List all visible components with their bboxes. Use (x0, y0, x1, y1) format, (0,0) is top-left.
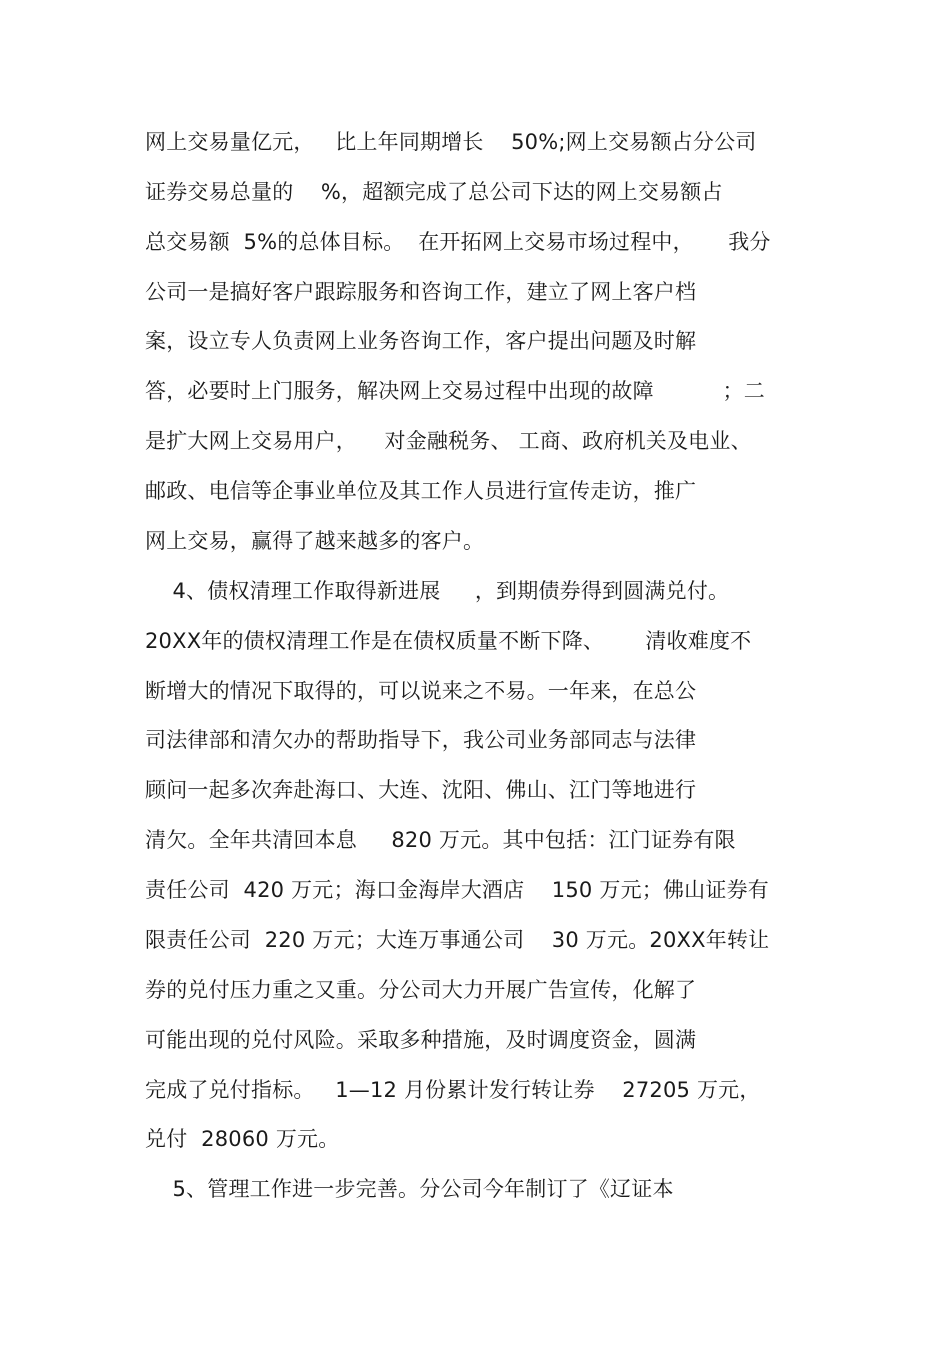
text-line: 完成了兑付指标。 1—12 月份累计发行转让券 27205 万元， (145, 1078, 761, 1102)
text-line: 邮政、电信等企事业单位及其工作人员进行宣传走访，推广 (145, 479, 697, 503)
paragraph-heading: 5、管理工作进一步完善。分公司今年制订了《辽证本 (145, 1177, 674, 1201)
text-line: 网上交易，赢得了越来越多的客户。 (145, 529, 485, 553)
paragraph-heading: 4、债权清理工作取得新进展 ，到期债券得到圆满兑付。 (145, 579, 730, 603)
text-line: 公司一是搞好客户跟踪服务和咨询工作，建立了网上客户档 (145, 280, 697, 304)
text-line: 可能出现的兑付风险。采取多种措施，及时调度资金，圆满 (145, 1028, 697, 1052)
text-line: 兑付 28060 万元。 (145, 1127, 340, 1151)
text-line: 司法律部和清欠办的帮助指导下，我公司业务部同志与法律 (145, 728, 697, 752)
text-line: 责任公司 420 万元；海口金海岸大酒店 150 万元；佛山证券有 (145, 878, 769, 902)
text-line: 清欠。全年共清回本息 820 万元。其中包括：江门证券有限 (145, 828, 736, 852)
text-line: 是扩大网上交易用户， 对金融税务、 工商、政府机关及电业、 (145, 429, 752, 453)
text-line: 限责任公司 220 万元；大连万事通公司 30 万元。20XX年转让 (145, 928, 770, 952)
text-line: 证券交易总量的 %，超额完成了总公司下达的网上交易额占 (145, 180, 723, 204)
text-line: 断增大的情况下取得的，可以说来之不易。一年来，在总公 (145, 679, 697, 703)
text-line: 20XX年的债权清理工作是在债权质量不断下降、 清收难度不 (145, 629, 752, 653)
text-line: 答，必要时上门服务，解决网上交易过程中出现的故障 ；二 (145, 379, 765, 403)
text-line: 网上交易量亿元， 比上年同期增长 50%;网上交易额占分公司 (145, 130, 757, 154)
text-line: 案，设立专人负责网上业务咨询工作，客户提出问题及时解 (145, 329, 697, 353)
text-line: 券的兑付压力重之又重。分公司大力开展广告宣传，化解了 (145, 978, 697, 1002)
text-line: 顾问一起多次奔赴海口、大连、沈阳、佛山、江门等地进行 (145, 778, 697, 802)
text-line: 总交易额 5%的总体目标。 在开拓网上交易市场过程中， 我分 (145, 230, 771, 254)
